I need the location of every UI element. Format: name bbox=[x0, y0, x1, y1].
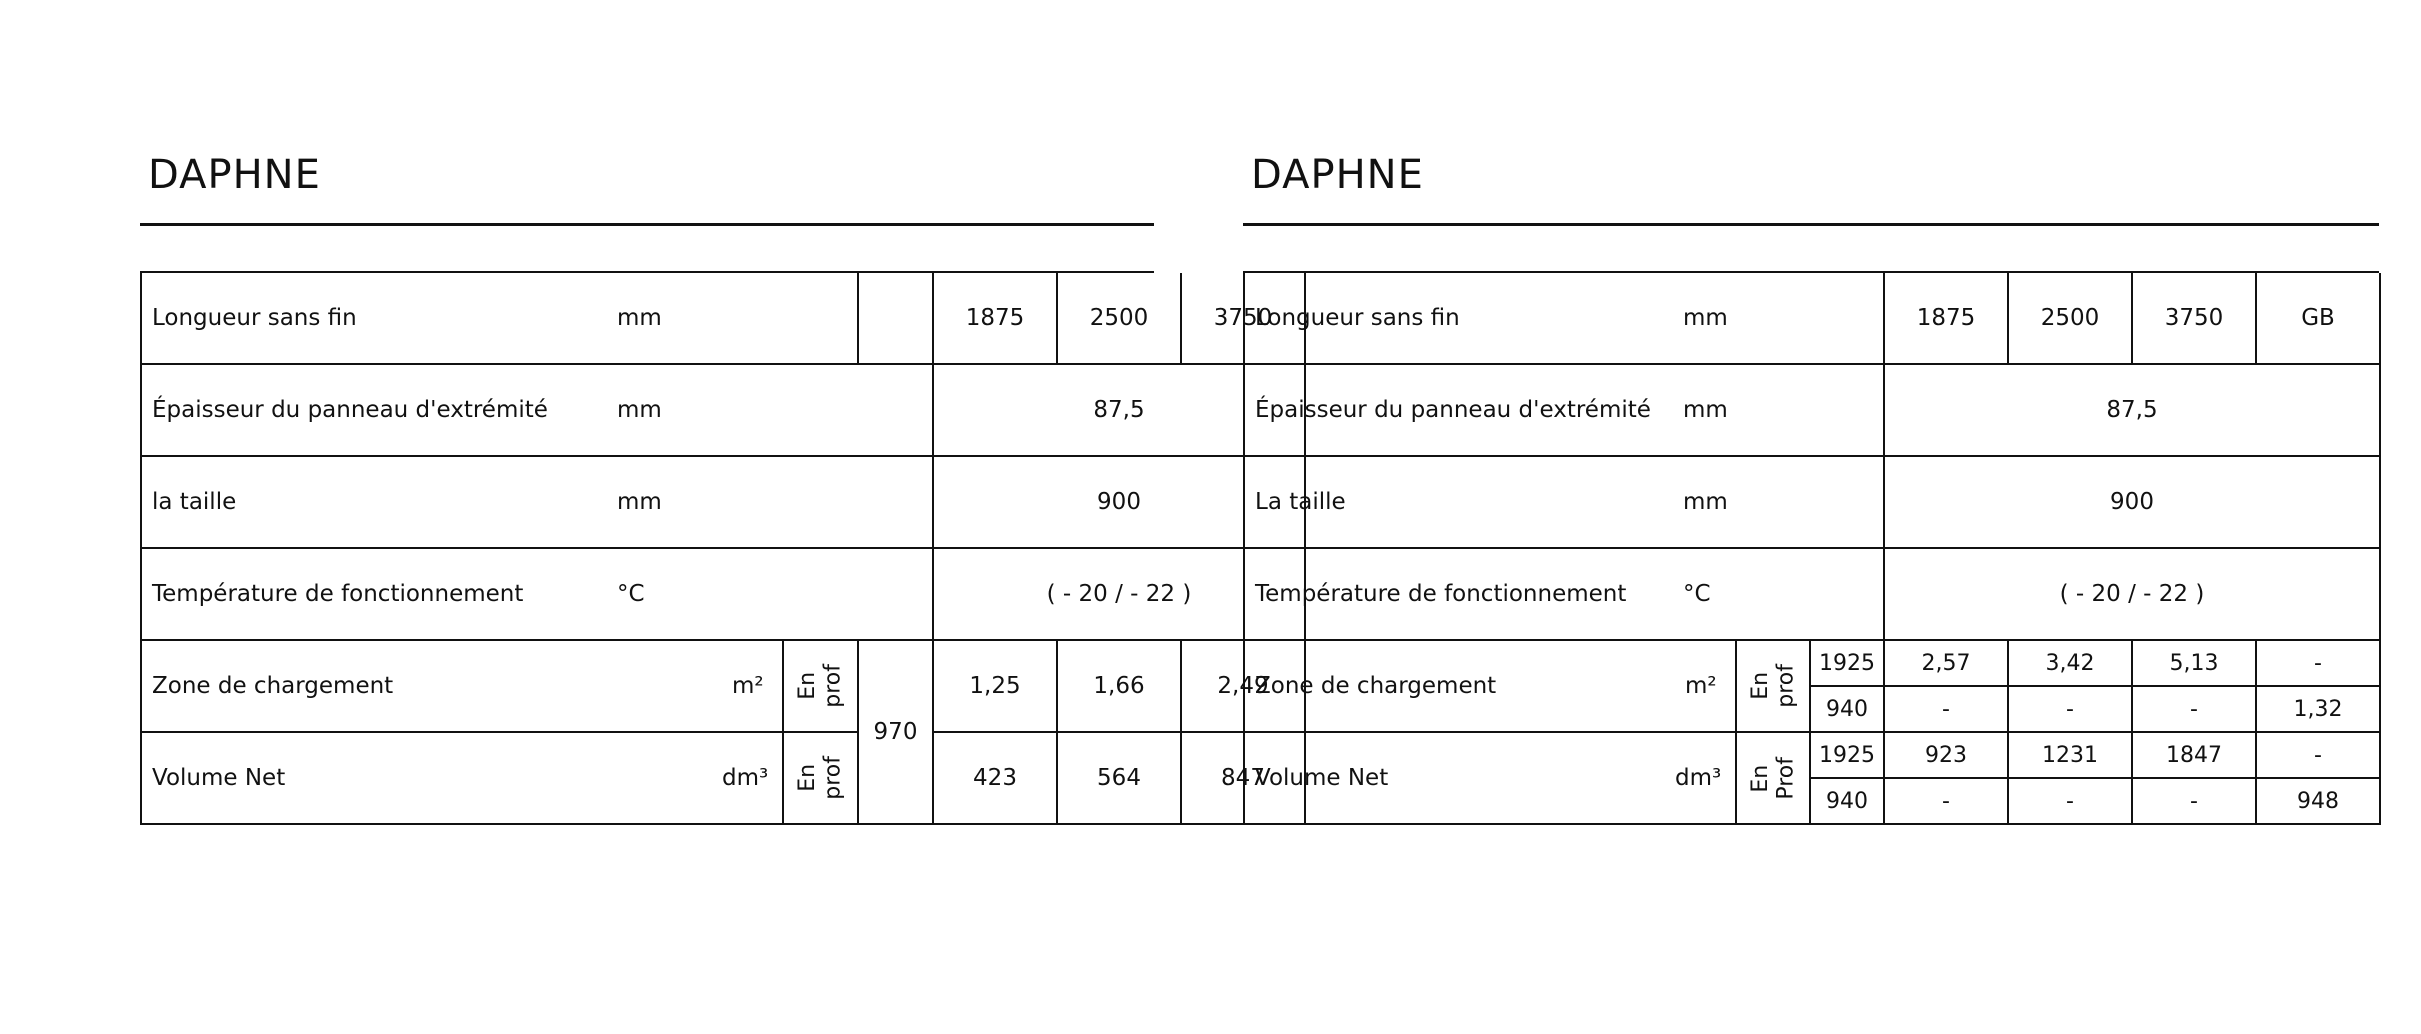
r-length-label-cell bbox=[1245, 273, 1885, 365]
r-temperature-unit: °C bbox=[1683, 581, 1711, 607]
r-length-value-1: 1875 bbox=[1885, 273, 2009, 365]
loading-unit: m² bbox=[732, 673, 764, 699]
length-label: Longueur sans fin bbox=[152, 305, 357, 331]
r-length-unit: mm bbox=[1683, 305, 1728, 331]
r-volume-label-cell bbox=[1245, 733, 1737, 825]
height-value: 900 bbox=[934, 457, 1306, 549]
loading-value-1: 1,25 bbox=[934, 641, 1058, 733]
r-temperature-label-cell bbox=[1245, 549, 1885, 641]
r-loading-940-value-3: - bbox=[2133, 687, 2257, 733]
height-label-cell bbox=[142, 457, 934, 549]
volume-label-cell bbox=[142, 733, 784, 825]
length-unit: mm bbox=[617, 305, 662, 331]
r-thickness-value: 87,5 bbox=[1885, 365, 2381, 457]
r-temperature-label: Température de fonctionnement bbox=[1255, 581, 1627, 607]
r-thickness-label-cell bbox=[1245, 365, 1885, 457]
temperature-label: Température de fonctionnement bbox=[152, 581, 524, 607]
left-title: DAPHNE bbox=[148, 152, 321, 198]
r-volume-1925-value-3: 1847 bbox=[2133, 733, 2257, 779]
loading-label: Zone de chargement bbox=[152, 673, 394, 699]
r-volume-label: Volume Net bbox=[1255, 765, 1389, 791]
volume-depth-label-cell bbox=[784, 733, 859, 825]
r-height-label-cell bbox=[1245, 457, 1885, 549]
volume-label: Volume Net bbox=[152, 765, 286, 791]
length-value-3: 3750 bbox=[1182, 273, 1306, 365]
r-loading-label: Zone de chargement bbox=[1255, 673, 1497, 699]
length-label-cell bbox=[142, 273, 859, 365]
r-loading-label-cell bbox=[1245, 641, 1737, 733]
r-loading-940-value-4: 1,32 bbox=[2257, 687, 2381, 733]
right-title-divider bbox=[1243, 223, 2379, 226]
r-loading-depth-label bbox=[1748, 664, 1799, 708]
r-loading-depth-line1: En bbox=[1747, 672, 1773, 700]
r-volume-unit: dm³ bbox=[1675, 765, 1722, 791]
height-label: la taille bbox=[152, 489, 237, 515]
r-loading-depth-1925: 1925 bbox=[1811, 641, 1885, 687]
r-volume-940-value-1: - bbox=[1885, 779, 2009, 825]
r-length-value-3: 3750 bbox=[2133, 273, 2257, 365]
r-thickness-label: Épaisseur du panneau d'extrémité bbox=[1255, 397, 1651, 423]
loading-label-cell bbox=[142, 641, 784, 733]
r-length-label: Longueur sans fin bbox=[1255, 305, 1460, 331]
volume-value-1: 423 bbox=[934, 733, 1058, 825]
r-loading-depth-line2: prof bbox=[1773, 664, 1798, 708]
r-loading-1925-value-3: 5,13 bbox=[2133, 641, 2257, 687]
loading-value-3: 2,49 bbox=[1182, 641, 1306, 733]
r-volume-940-value-4: 948 bbox=[2257, 779, 2381, 825]
r-loading-unit: m² bbox=[1685, 673, 1717, 699]
length-value-1: 1875 bbox=[934, 273, 1058, 365]
length-value-2: 2500 bbox=[1058, 273, 1182, 365]
r-volume-depth-1925: 1925 bbox=[1811, 733, 1885, 779]
thickness-value: 87,5 bbox=[934, 365, 1306, 457]
r-height-unit: mm bbox=[1683, 489, 1728, 515]
r-volume-depth-line1: En bbox=[1747, 764, 1773, 792]
r-loading-1925-value-4: - bbox=[2257, 641, 2381, 687]
r-length-value-4: GB bbox=[2257, 273, 2381, 365]
right-spec-table bbox=[1243, 271, 2379, 825]
loading-value-2: 1,66 bbox=[1058, 641, 1182, 733]
r-loading-depth-label-cell bbox=[1737, 641, 1811, 733]
r-volume-depth-label-cell bbox=[1737, 733, 1811, 825]
left-title-divider bbox=[140, 223, 1154, 226]
depth-value: 970 bbox=[859, 641, 934, 825]
volume-unit: dm³ bbox=[722, 765, 769, 791]
thickness-unit: mm bbox=[617, 397, 662, 423]
r-loading-1925-value-2: 3,42 bbox=[2009, 641, 2133, 687]
r-height-value: 900 bbox=[1885, 457, 2381, 549]
loading-depth-label-cell bbox=[784, 641, 859, 733]
left-spec-table bbox=[140, 271, 1273, 825]
r-volume-depth-label bbox=[1748, 757, 1799, 800]
volume-value-3: 847 bbox=[1182, 733, 1306, 825]
volume-depth-label bbox=[795, 756, 846, 800]
loading-depth-line1: En bbox=[795, 672, 821, 700]
r-loading-940-value-1: - bbox=[1885, 687, 2009, 733]
r-volume-1925-value-2: 1231 bbox=[2009, 733, 2133, 779]
temperature-unit: °C bbox=[617, 581, 645, 607]
r-height-label: La taille bbox=[1255, 489, 1346, 515]
thickness-label: Épaisseur du panneau d'extrémité bbox=[152, 397, 548, 423]
volume-depth-line1: En bbox=[795, 764, 821, 792]
r-temperature-value: ( - 20 / - 22 ) bbox=[1885, 549, 2381, 641]
volume-depth-line2: prof bbox=[820, 756, 846, 800]
r-volume-1925-value-4: - bbox=[2257, 733, 2381, 779]
r-length-value-2: 2500 bbox=[2009, 273, 2133, 365]
volume-value-2: 564 bbox=[1058, 733, 1182, 825]
loading-depth-label bbox=[795, 664, 846, 708]
height-unit: mm bbox=[617, 489, 662, 515]
r-thickness-unit: mm bbox=[1683, 397, 1728, 423]
r-loading-depth-940: 940 bbox=[1811, 687, 1885, 733]
thickness-label-cell bbox=[142, 365, 934, 457]
length-spacer bbox=[859, 273, 934, 365]
r-volume-1925-value-1: 923 bbox=[1885, 733, 2009, 779]
r-loading-1925-value-1: 2,57 bbox=[1885, 641, 2009, 687]
r-volume-depth-line2: Prof bbox=[1773, 756, 1798, 800]
r-volume-940-value-3: - bbox=[2133, 779, 2257, 825]
temperature-label-cell bbox=[142, 549, 934, 641]
loading-depth-line2: prof bbox=[820, 664, 846, 708]
r-loading-940-value-2: - bbox=[2009, 687, 2133, 733]
r-volume-940-value-2: - bbox=[2009, 779, 2133, 825]
temperature-value: ( - 20 / - 22 ) bbox=[934, 549, 1306, 641]
r-volume-depth-940: 940 bbox=[1811, 779, 1885, 825]
right-title: DAPHNE bbox=[1251, 152, 1424, 198]
